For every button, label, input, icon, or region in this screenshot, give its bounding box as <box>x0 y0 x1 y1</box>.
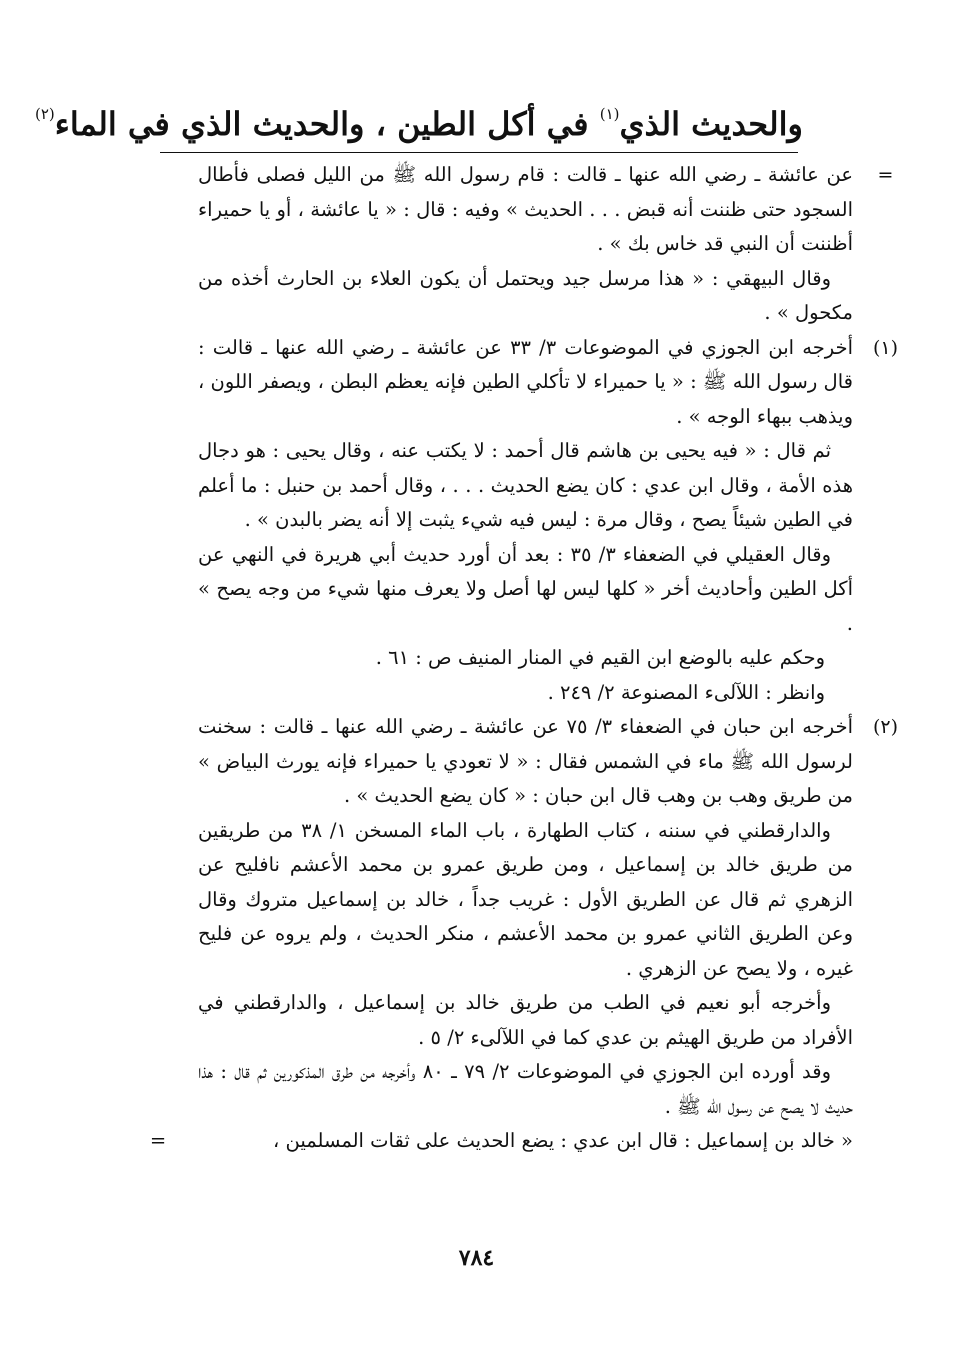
footnote-paragraph: والدارقطني في سننه ، كتاب الطهارة ، باب الماء المسخن ١/ ٣٨ من طريقين من طريق خالد بن إسماعيل ، ومن طريق عمرو بن محمد الأعشم نافليح عن الزهري ثم قال عن الطريق الأول : غريب جداً ، خالد بن إسماعيل متروك وقال وعن الطريق الثاني عمرو بن محمد الأعشم ، منكر الحديث ، ولم يروه عن فليح غيره ، ولا يصح عن الزهري . <box>198 818 853 980</box>
continues-next-page-marker: = <box>149 1129 167 1152</box>
footnote-paragraph: وقال البيهقي : « هذا مرسل جيد ويحتمل أن يكون العلاء بن الحارث أخذه من مكحول » . <box>198 266 853 324</box>
footnote-paragraph: وقد أورده ابن الجوزي في الموضوعات ٢/ ٧٩ ـ ٨٠ وأخرجه من طرق المذكورين ثم قال : هذا حديث لا يصح عن رسول الله ﷺ . <box>198 1060 853 1118</box>
footnote-paragraph: وأخرجه أبو نعيم في الطب من طريق خالد بن إسماعيل ، والدارقطني في الأفراد من طريق الهيثم بن عدي كما في اللآلىء ٢/ ٥ . <box>198 991 853 1049</box>
footnote-paragraph: أخرجه ابن الجوزي في الموضوعات ٣/ ٣٣ عن عائشة ـ رضي الله عنها ـ قالت : قال رسول الله ﷺ : « يا حميراء لا تأكلي الطين فإنه يعظم البطن ، ويصفر اللون ، ويذهب ببهاء الوجه » . <box>198 335 853 428</box>
page-title <box>34 92 803 146</box>
footnote-2 <box>149 710 899 1159</box>
footnote-paragraph: وحكم عليه بالوضع ابن القيم في المنار المنيف ص : ٦١ . <box>375 646 825 669</box>
title-part-1: والحديث الذي <box>619 105 803 143</box>
footnote-paragraph: وانظر : اللآلىء المصنوعة ٢/ ٢٤٩ . <box>547 680 825 704</box>
continued-footnote <box>198 158 894 331</box>
footnote-marker-2: (٢) <box>872 716 899 738</box>
footnote-paragraph: وقال العقيلي في الضعفاء ٣/ ٣٥ : بعد أن أورد حديث أبي هريرة في النهي عن أكل الطين وأحاديث أخر « كلها ليس لها أصل ولا يعرف منها شيء من وجه يصح » . <box>198 542 853 635</box>
footnotes-section <box>149 158 899 1159</box>
footnote-marker-1: (١) <box>872 336 899 359</box>
footnote-ref-2[interactable]: (٢) <box>34 105 55 123</box>
footnote-1 <box>198 331 899 711</box>
footnote-paragraph: « خالد بن إسماعيل : قال ابن عدي : يضع الحديث على ثقات المسلمين ، <box>273 1129 853 1152</box>
footnote-paragraph: عن عائشة ـ رضي الله عنها ـ قالت : قام رسول الله ﷺ من الليل فصلى فأطال السجود حتى ظننت أنه قبض . . . الحديث » وفيه : قال : « يا عائشة ، أو يا حميراء أظننت أن النبي قد خاس بك » . <box>198 163 853 255</box>
footnote-ref-1[interactable]: (١) <box>599 105 620 123</box>
footnote-paragraph: ثم قال : « فيه يحيى بن هاشم قال أحمد : لا يكتب عنه ، وقال يحيى : هو دجال هذه الأمة ، وقال ابن عدي : كان يضع الحديث . . . ، وقال أحمد بن حنبل : ما أعلم في الطين شيئاً يصح ، وقال مرة : ليس فيه شيء يثبت إلا أنه يضر بالبدن » . <box>198 439 853 531</box>
page-number: ٧٨٤ <box>458 1245 495 1271</box>
title-part-2: في أكل الطين ، والحديث الذي في الماء <box>54 105 600 143</box>
continuation-marker: = <box>877 164 894 186</box>
footnote-paragraph: أخرجه ابن حبان في الضعفاء ٣/ ٧٥ عن عائشة ـ رضي الله عنها ـ قالت : سخنت لرسول الله ﷺ ماء في الشمس فقال : « لا تعودي يا حميراء فإنه يورث البياض » من طريق وهب بن وهب قال ابن حبان : « كان يضع الحديث » . <box>198 715 853 807</box>
footnote-separator <box>160 152 798 153</box>
